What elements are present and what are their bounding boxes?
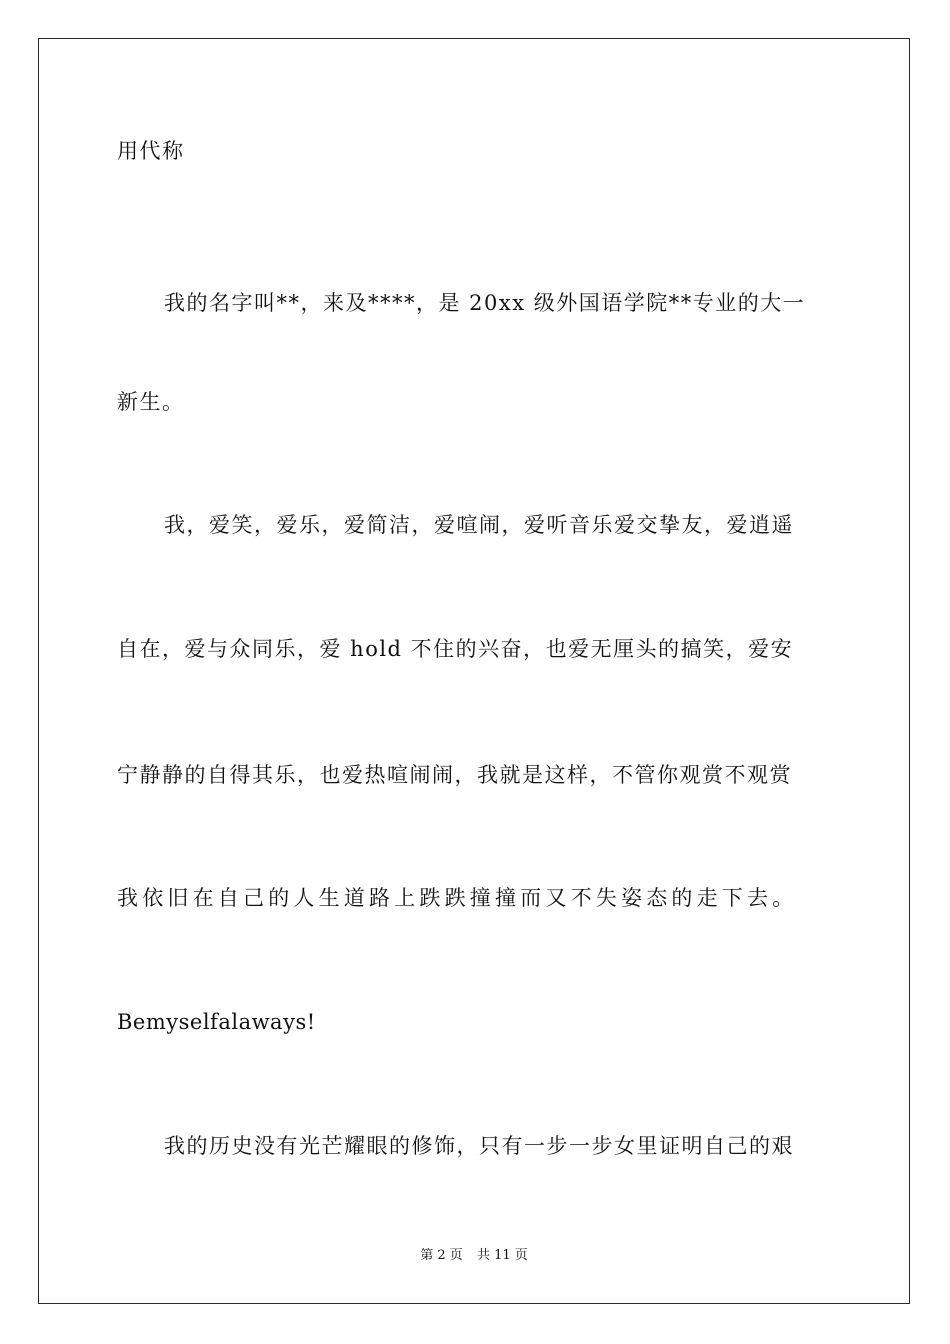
- text-line: 用代称: [117, 139, 185, 163]
- text-line: 我的历史没有光芒耀眼的修饰，只有一步一步女里证明自己的艰: [164, 1134, 794, 1158]
- document-page: [38, 38, 910, 1304]
- text-line: 我依旧在自己的人生道路上跌跌撞撞而又不失姿态的走下去。: [117, 886, 798, 910]
- text-line: 自在，爱与众同乐，爱 hold 不住的兴奋，也爱无厘头的搞笑，爱安: [117, 637, 794, 661]
- text-line: Bemyselfalaways!: [117, 1010, 316, 1034]
- page-total: 共 11 页: [476, 1248, 528, 1263]
- text-line: 宁静静的自得其乐，也爱热喧闹闹，我就是这样，不管你观赏不观赏: [117, 763, 792, 787]
- page-number: 第 2 页: [420, 1248, 463, 1263]
- text-line: 新生。: [117, 390, 185, 414]
- text-line: 我的名字叫**，来及****，是 20xx 级外国语学院**专业的大一: [164, 291, 806, 315]
- page-footer: [39, 1244, 909, 1263]
- text-line: 我，爱笑，爱乐，爱简洁，爱喧闹，爱听音乐爱交挚友，爱逍遥: [164, 513, 794, 537]
